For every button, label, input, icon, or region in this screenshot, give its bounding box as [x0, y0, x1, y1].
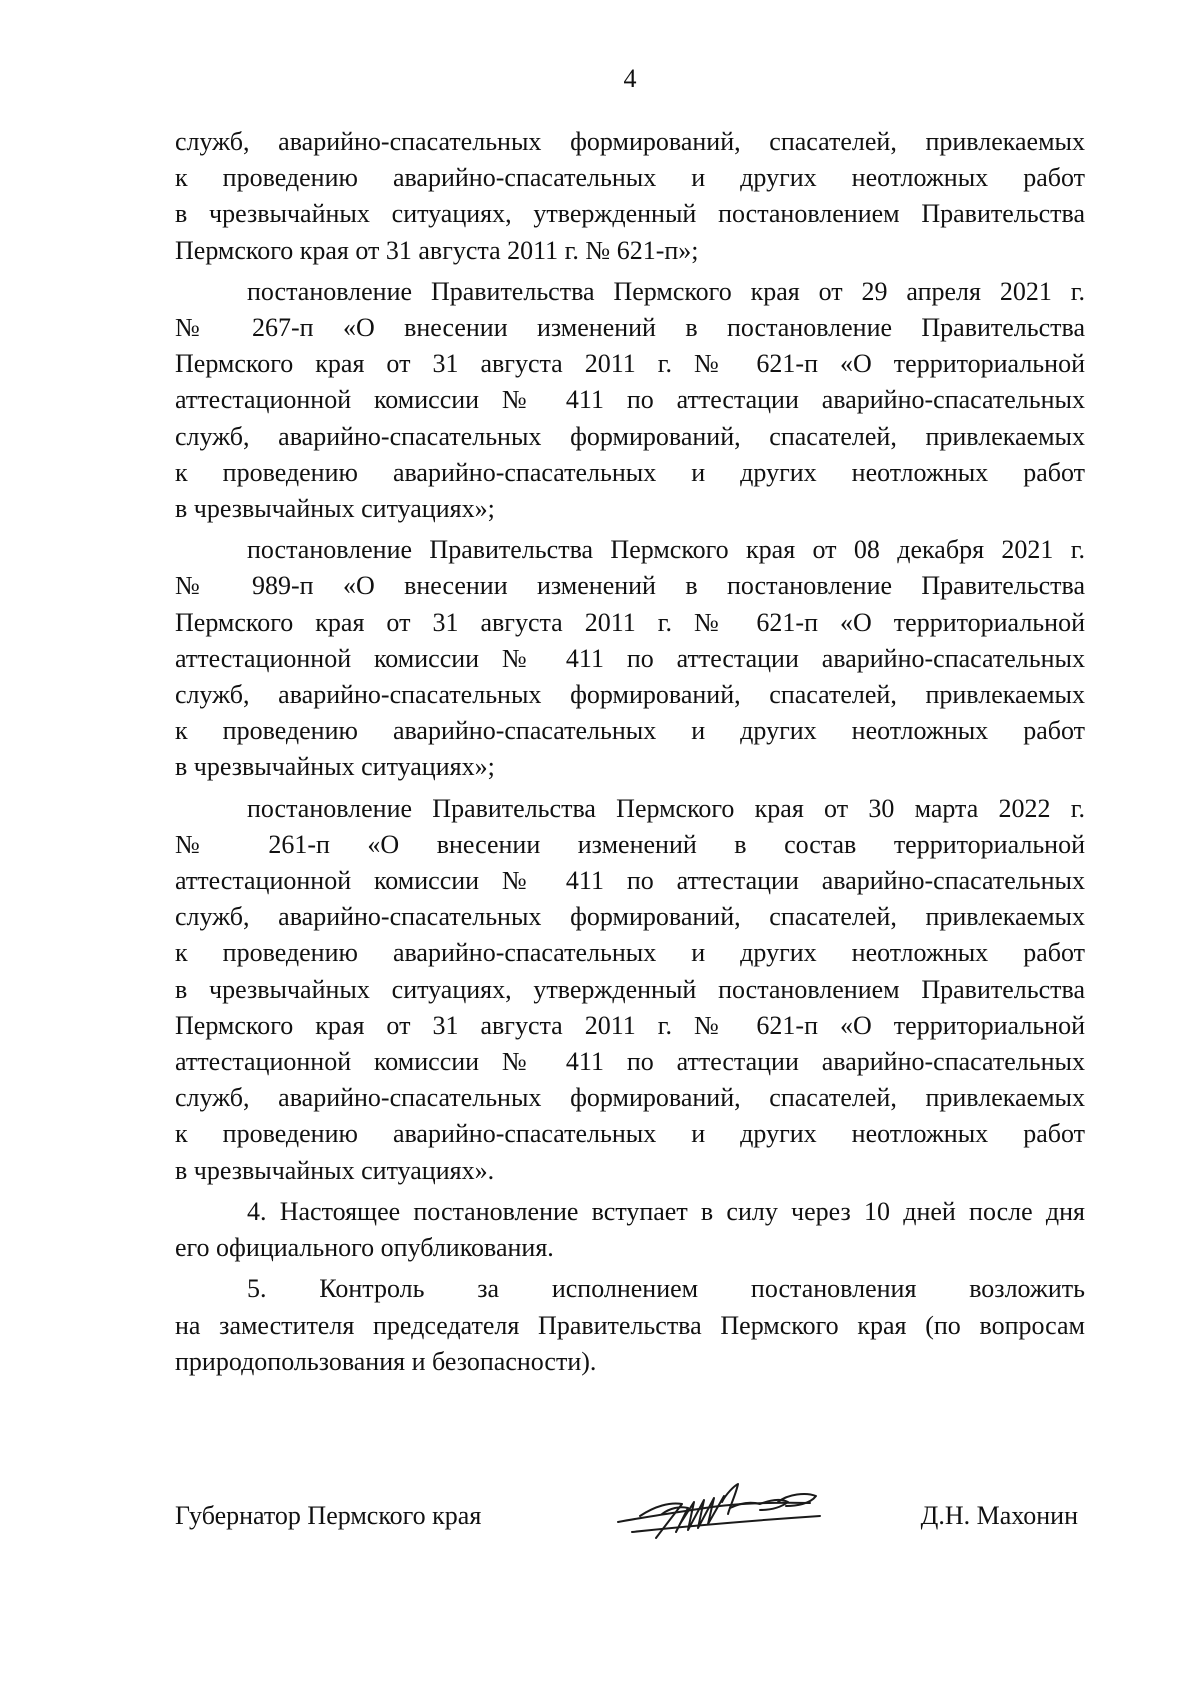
text-line: постановление Правительства Пермского края от 29 апреля 2021 г.: [247, 276, 1085, 306]
handwritten-signature-icon: [610, 1472, 840, 1552]
text-line: аттестационной комиссии № 411 по аттестации аварийно-спасательных: [175, 385, 1085, 415]
text-line: природопользования и безопасности).: [175, 1346, 597, 1376]
paragraph-continuation: [175, 124, 1085, 269]
text-line: № 989-п «О внесении изменений в постановление Правительства: [175, 571, 1085, 601]
text-line: к проведению аварийно-спасательных и других неотложных работ: [175, 938, 1085, 968]
text-line: служб, аварийно-спасательных формирований, спасателей, привлекаемых: [175, 127, 1085, 156]
text-line: его официального опубликования.: [175, 1233, 554, 1263]
text-line: к проведению аварийно-спасательных и других неотложных работ: [175, 1119, 1085, 1149]
document-body: [175, 124, 1085, 1380]
text-line: служб, аварийно-спасательных формирований, спасателей, привлекаемых: [175, 902, 1085, 932]
text-line: 4. Настоящее постановление вступает в силу через 10 дней после дня: [247, 1196, 1085, 1226]
text-line: аттестационной комиссии № 411 по аттестации аварийно-спасательных: [175, 643, 1085, 673]
text-line: постановление Правительства Пермского края от 08 декабря 2021 г.: [247, 535, 1085, 565]
page-number: 4: [623, 64, 637, 93]
text-line: Пермского края от 31 августа 2011 г. № 621-п «О территориальной: [175, 1010, 1085, 1040]
text-line: № 261-п «О внесении изменений в состав территориальной: [175, 829, 1085, 859]
text-line: служб, аварийно-спасательных формирований, спасателей, привлекаемых: [175, 1083, 1085, 1113]
signature-block: [175, 1498, 1085, 1538]
text-line: к проведению аварийно-спасательных и других неотложных работ: [175, 716, 1085, 746]
signer-position: Губернатор Пермского края: [175, 1501, 482, 1530]
text-line: на заместителя председателя Правительства Пермского края (по вопросам: [175, 1310, 1085, 1340]
text-line: служб, аварийно-спасательных формирований, спасателей, привлекаемых: [175, 421, 1085, 451]
text-line: в чрезвычайных ситуациях, утвержденный постановлением Правительства: [175, 974, 1085, 1004]
text-line: служб, аварийно-спасательных формирований, спасателей, привлекаемых: [175, 680, 1085, 710]
paragraph-resolution-989: [175, 532, 1085, 785]
paragraph-item-4: [175, 1194, 1085, 1266]
text-line: в чрезвычайных ситуациях»;: [175, 752, 495, 782]
text-line: № 267-п «О внесении изменений в постановление Правительства: [175, 313, 1085, 343]
text-line: Пермского края от 31 августа 2011 г. № 621-п «О территориальной: [175, 607, 1085, 637]
text-line: Пермского края от 31 августа 2011 г. № 621-п «О территориальной: [175, 349, 1085, 379]
paragraph-resolution-261: [175, 791, 1085, 1189]
signer-name: Д.Н. Махонин: [920, 1501, 1078, 1530]
text-line: к проведению аварийно-спасательных и других неотложных работ: [175, 163, 1085, 193]
text-line: в чрезвычайных ситуациях».: [175, 1155, 495, 1185]
text-line: постановление Правительства Пермского края от 30 марта 2022 г.: [247, 793, 1085, 823]
text-line: аттестационной комиссии № 411 по аттестации аварийно-спасательных: [175, 866, 1085, 896]
text-line: аттестационной комиссии № 411 по аттестации аварийно-спасательных: [175, 1047, 1085, 1077]
text-line: Пермского края от 31 августа 2011 г. № 621-п»;: [175, 235, 699, 265]
text-line: 5. Контроль за исполнением постановления возложить: [247, 1274, 1085, 1304]
text-line: к проведению аварийно-спасательных и других неотложных работ: [175, 457, 1085, 487]
paragraph-item-5: [175, 1271, 1085, 1380]
paragraph-resolution-267: [175, 274, 1085, 527]
text-line: в чрезвычайных ситуациях»;: [175, 494, 495, 524]
text-line: в чрезвычайных ситуациях, утвержденный постановлением Правительства: [175, 199, 1085, 229]
